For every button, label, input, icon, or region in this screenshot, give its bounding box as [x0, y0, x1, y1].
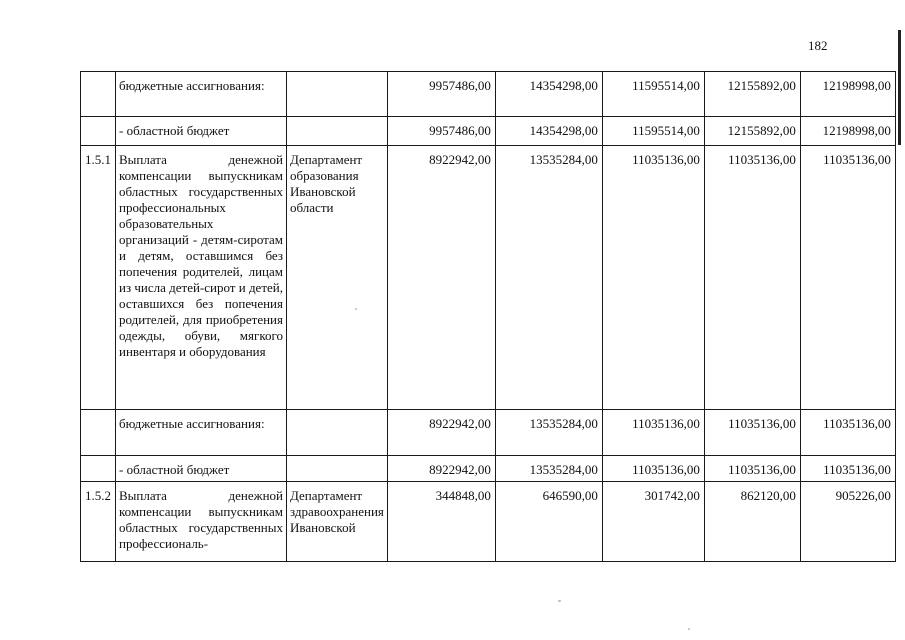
row-index	[81, 72, 116, 117]
table-row	[81, 482, 896, 562]
row-value: 11035136,00	[800, 410, 895, 456]
table-row	[81, 410, 896, 456]
row-value: 14354298,00	[495, 72, 602, 117]
row-label: - областной бюджет	[116, 456, 287, 482]
row-value: 13535284,00	[495, 410, 602, 456]
row-value: 11035136,00	[602, 456, 704, 482]
table-row	[81, 117, 896, 146]
row-index: 1.5.1	[81, 146, 116, 410]
row-org	[287, 410, 388, 456]
row-label: - областной бюджет	[116, 117, 287, 146]
row-value: 13535284,00	[495, 146, 602, 410]
row-value: 11035136,00	[602, 410, 704, 456]
row-value: 11035136,00	[602, 146, 704, 410]
row-value: 13535284,00	[495, 456, 602, 482]
row-org	[287, 72, 388, 117]
scan-speck	[688, 628, 690, 630]
row-value: 11035136,00	[800, 146, 895, 410]
row-value: 12198998,00	[800, 117, 895, 146]
row-label: Выплата денежной компенсации выпускникам областных государственных профессиональ-	[116, 482, 287, 562]
row-value: 8922942,00	[387, 146, 495, 410]
row-value: 12198998,00	[800, 72, 895, 117]
row-index: 1.5.2	[81, 482, 116, 562]
row-value: 905226,00	[800, 482, 895, 562]
table-row	[81, 72, 896, 117]
row-value: 11035136,00	[704, 146, 800, 410]
row-value: 11595514,00	[602, 117, 704, 146]
row-org	[287, 117, 388, 146]
row-label: Выплата денежной компенсации выпускникам областных государственных профессиональных образовательных организаций - детям-сиротам и детям, оставшимся без попечения родителей, лицам из числа детей-сирот и детей, оставшихся без попечения родителей, для приобретения одежды, обуви, мягкого инвентаря и оборудования	[116, 146, 287, 410]
row-index	[81, 117, 116, 146]
row-value: 12155892,00	[704, 72, 800, 117]
row-value: 14354298,00	[495, 117, 602, 146]
row-value: 9957486,00	[387, 72, 495, 117]
row-value: 12155892,00	[704, 117, 800, 146]
table-row	[81, 146, 896, 410]
row-value: 11035136,00	[800, 456, 895, 482]
row-index	[81, 456, 116, 482]
table-row	[81, 456, 896, 482]
scan-edge-mark	[898, 30, 901, 145]
row-index	[81, 410, 116, 456]
row-value: 11035136,00	[704, 456, 800, 482]
row-value: 8922942,00	[387, 410, 495, 456]
scan-speck	[355, 308, 357, 310]
page-number: 182	[808, 38, 828, 53]
row-value: 11035136,00	[704, 410, 800, 456]
row-org	[287, 456, 388, 482]
budget-table	[80, 71, 896, 562]
row-value: 8922942,00	[387, 456, 495, 482]
row-value: 344848,00	[387, 482, 495, 562]
scan-speck	[558, 600, 561, 602]
row-value: 646590,00	[495, 482, 602, 562]
row-value: 301742,00	[602, 482, 704, 562]
row-org: Департамент здравоохранения Ивановской	[287, 482, 388, 562]
row-org: Департамент образования Ивановской области	[287, 146, 388, 410]
row-value: 11595514,00	[602, 72, 704, 117]
row-label: бюджетные ассигнования:	[116, 410, 287, 456]
row-value: 862120,00	[704, 482, 800, 562]
row-label: бюджетные ассигнования:	[116, 72, 287, 117]
row-value: 9957486,00	[387, 117, 495, 146]
